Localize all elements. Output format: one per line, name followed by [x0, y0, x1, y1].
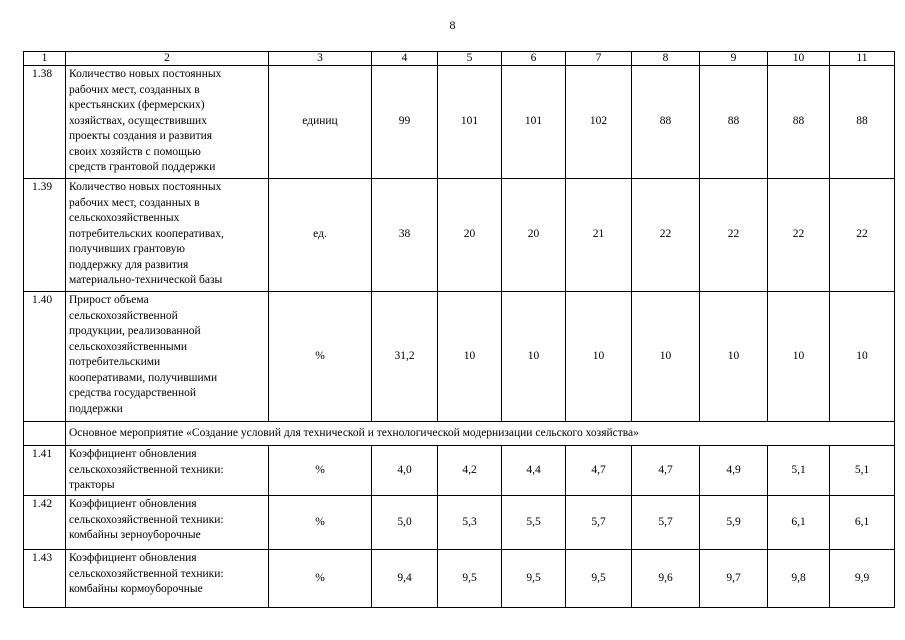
unit-cell: % — [269, 446, 372, 496]
value-cell: 6,1 — [830, 496, 895, 550]
value-cell: 4,9 — [700, 446, 768, 496]
column-header: 1 — [24, 52, 66, 66]
row-number: 1.43 — [24, 550, 66, 608]
value-cell: 5,7 — [566, 496, 632, 550]
column-header: 4 — [372, 52, 438, 66]
column-header: 8 — [632, 52, 700, 66]
value-cell: 5,7 — [632, 496, 700, 550]
table-row — [24, 496, 895, 550]
value-cell: 22 — [768, 179, 830, 292]
indicator-name: Коэффициент обновления сельскохозяйственной техники: комбайны зерноуборочные — [66, 496, 269, 550]
value-cell: 10 — [830, 292, 895, 422]
value-cell: 20 — [502, 179, 566, 292]
table-row — [24, 292, 895, 422]
indicators-table — [23, 51, 895, 608]
value-cell: 88 — [700, 66, 768, 179]
value-cell: 22 — [700, 179, 768, 292]
table-row — [24, 179, 895, 292]
value-cell: 22 — [632, 179, 700, 292]
unit-cell: единиц — [269, 66, 372, 179]
value-cell: 4,0 — [372, 446, 438, 496]
unit-cell: % — [269, 496, 372, 550]
value-cell: 9,5 — [502, 550, 566, 608]
column-header: 10 — [768, 52, 830, 66]
value-cell: 4,7 — [632, 446, 700, 496]
unit-cell: % — [269, 550, 372, 608]
page-number: 8 — [449, 18, 456, 32]
section-row — [24, 422, 895, 446]
value-cell: 31,2 — [372, 292, 438, 422]
value-cell: 9,9 — [830, 550, 895, 608]
value-cell: 21 — [566, 179, 632, 292]
row-number: 1.42 — [24, 496, 66, 550]
section-number-cell — [24, 422, 66, 446]
value-cell: 88 — [632, 66, 700, 179]
value-cell: 10 — [438, 292, 502, 422]
row-number: 1.38 — [24, 66, 66, 179]
value-cell: 5,9 — [700, 496, 768, 550]
value-cell: 4,4 — [502, 446, 566, 496]
value-cell: 10 — [632, 292, 700, 422]
value-cell: 101 — [438, 66, 502, 179]
value-cell: 5,1 — [830, 446, 895, 496]
column-header: 6 — [502, 52, 566, 66]
column-number-row — [24, 52, 895, 66]
value-cell: 5,0 — [372, 496, 438, 550]
value-cell: 9,7 — [700, 550, 768, 608]
indicator-name: Количество новых постоянных рабочих мест, созданных в крестьянских (фермерских) хозяйствах, осуществивших проекты создания и развития своих хозяйств с помощью средств грантовой поддержки — [66, 66, 269, 179]
indicator-name: Прирост объема сельскохозяйственной продукции, реализованной сельскохозяйственными потребительскими кооперативами, получившими средства государственной поддержки — [66, 292, 269, 422]
value-cell: 9,5 — [566, 550, 632, 608]
table-row — [24, 66, 895, 179]
indicator-name: Количество новых постоянных рабочих мест, созданных в сельскохозяйственных потребительских кооперативах, получивших грантовую поддержку для развития материально-технической базы — [66, 179, 269, 292]
value-cell: 88 — [830, 66, 895, 179]
value-cell: 5,5 — [502, 496, 566, 550]
value-cell: 22 — [830, 179, 895, 292]
table-row — [24, 446, 895, 496]
value-cell: 101 — [502, 66, 566, 179]
value-cell: 5,1 — [768, 446, 830, 496]
column-header: 11 — [830, 52, 895, 66]
column-header: 3 — [269, 52, 372, 66]
unit-cell: ед. — [269, 179, 372, 292]
value-cell: 9,6 — [632, 550, 700, 608]
value-cell: 10 — [566, 292, 632, 422]
section-title: Основное мероприятие «Создание условий для технической и технологической модернизации сельского хозяйства» — [66, 422, 895, 446]
value-cell: 102 — [566, 66, 632, 179]
value-cell: 99 — [372, 66, 438, 179]
column-header: 2 — [66, 52, 269, 66]
row-number: 1.39 — [24, 179, 66, 292]
value-cell: 9,4 — [372, 550, 438, 608]
row-number: 1.40 — [24, 292, 66, 422]
value-cell: 10 — [502, 292, 566, 422]
value-cell: 38 — [372, 179, 438, 292]
table-row — [24, 550, 895, 608]
column-header: 9 — [700, 52, 768, 66]
value-cell: 10 — [768, 292, 830, 422]
value-cell: 4,2 — [438, 446, 502, 496]
row-number: 1.41 — [24, 446, 66, 496]
value-cell: 20 — [438, 179, 502, 292]
unit-cell: % — [269, 292, 372, 422]
value-cell: 9,8 — [768, 550, 830, 608]
value-cell: 9,5 — [438, 550, 502, 608]
value-cell: 88 — [768, 66, 830, 179]
value-cell: 4,7 — [566, 446, 632, 496]
value-cell: 6,1 — [768, 496, 830, 550]
value-cell: 5,3 — [438, 496, 502, 550]
indicator-name: Коэффициент обновления сельскохозяйственной техники: тракторы — [66, 446, 269, 496]
column-header: 7 — [566, 52, 632, 66]
column-header: 5 — [438, 52, 502, 66]
value-cell: 10 — [700, 292, 768, 422]
indicator-name: Коэффициент обновления сельскохозяйственной техники: комбайны кормоуборочные — [66, 550, 269, 608]
